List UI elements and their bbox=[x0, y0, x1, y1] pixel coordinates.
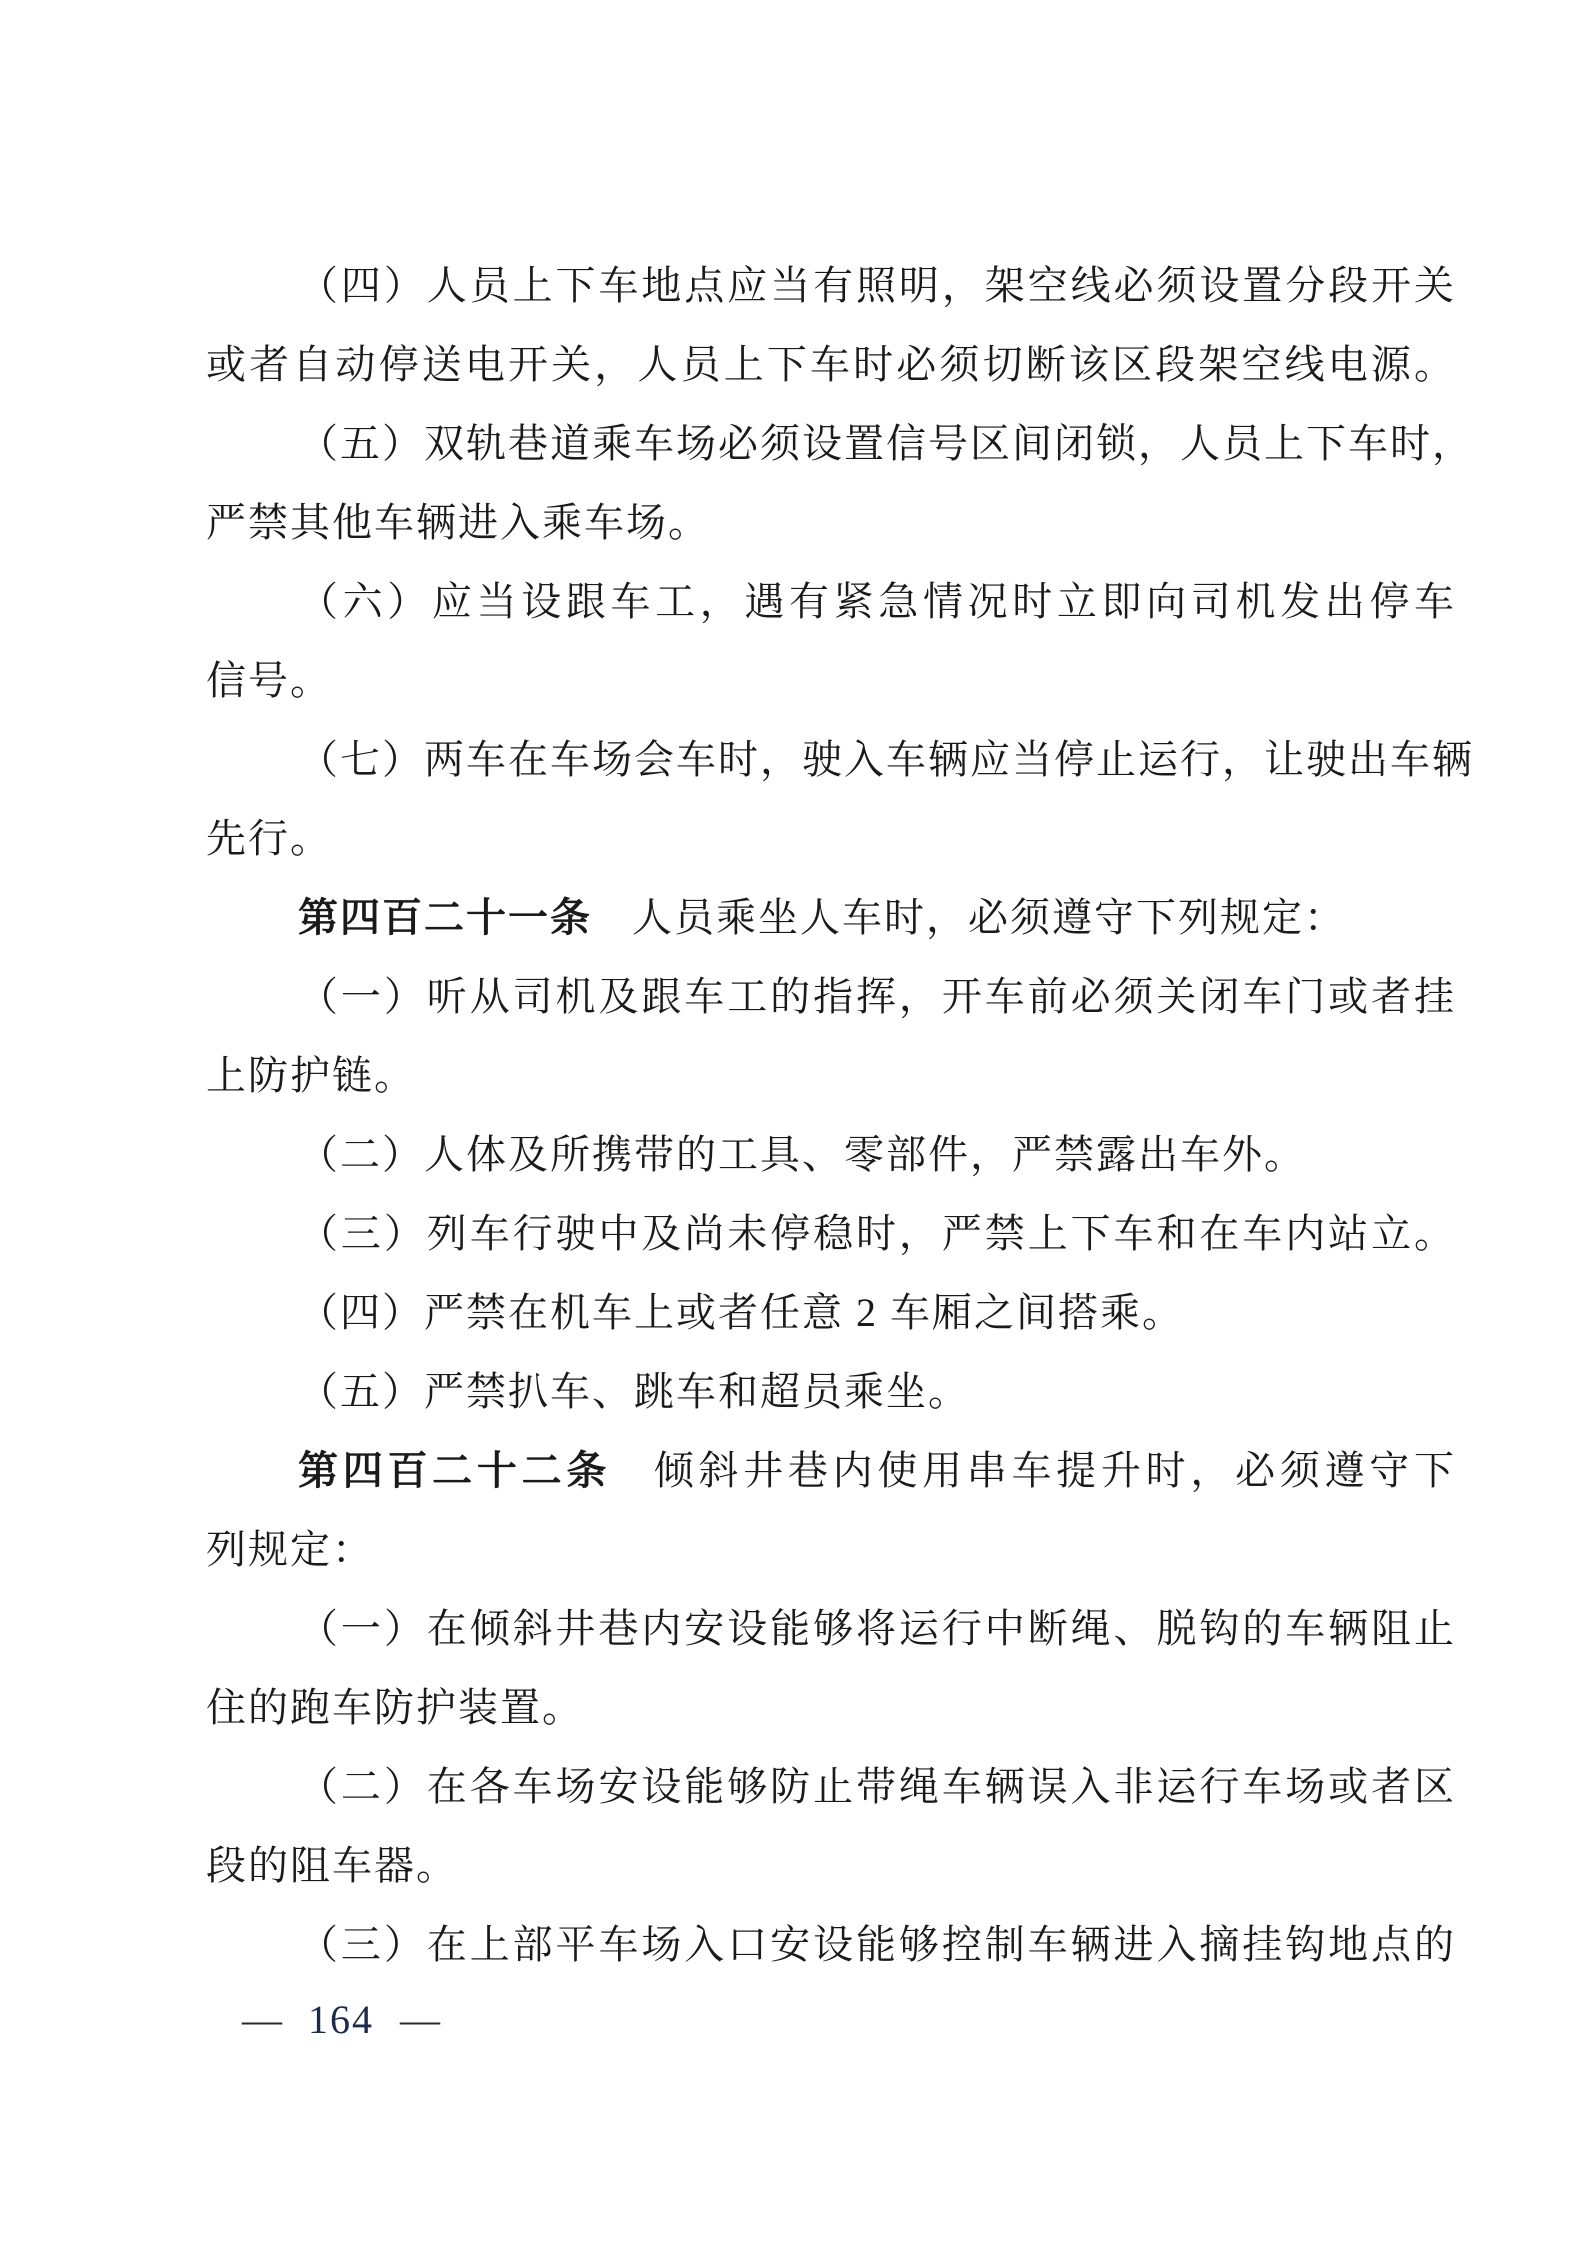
footer-dash-left: — bbox=[242, 1997, 282, 2042]
text-line bbox=[206, 1352, 1456, 1431]
line-text: 或者自动停送电开关，人员上下车时必须切断该区段架空线电源。 bbox=[206, 342, 1456, 387]
text-line bbox=[206, 483, 1456, 562]
line-text: 倾斜井巷内使用串车提升时，必须遵守下 bbox=[651, 1448, 1457, 1493]
text-line bbox=[206, 720, 1474, 799]
text-line bbox=[206, 957, 1456, 1036]
text-line bbox=[206, 1194, 1456, 1273]
text-line bbox=[206, 1668, 1456, 1747]
line-text: （三）列车行驶中及尚未停稳时，严禁上下车和在车内站立。 bbox=[298, 1211, 1456, 1256]
line-text: 严禁其他车辆进入乘车场。 bbox=[206, 500, 710, 545]
line-text: 人员乘坐人车时，必须遵守下列规定： bbox=[632, 895, 1346, 940]
text-line bbox=[206, 878, 1456, 957]
article-number: 第四百二十二条 bbox=[298, 1448, 612, 1493]
line-text: （七）两车在车场会车时，驶入车辆应当停止运行，让驶出车辆 bbox=[298, 737, 1474, 782]
text-line bbox=[206, 1510, 1456, 1589]
footer-dash-right: — bbox=[400, 1997, 440, 2042]
text-line bbox=[206, 641, 1456, 720]
line-text: （四）人员上下车地点应当有照明，架空线必须设置分段开关 bbox=[298, 263, 1456, 308]
line-text: （五）严禁扒车、跳车和超员乘坐。 bbox=[298, 1369, 970, 1414]
text-line bbox=[206, 562, 1456, 641]
line-text: 列规定： bbox=[206, 1527, 374, 1572]
line-text: （四）严禁在机车上或者任意 2 车厢之间搭乘。 bbox=[298, 1290, 1184, 1335]
text-line bbox=[206, 1273, 1456, 1352]
text-line bbox=[206, 1115, 1456, 1194]
page-number: 164 bbox=[308, 1997, 374, 2042]
line-text: 住的跑车防护装置。 bbox=[206, 1685, 584, 1730]
text-line bbox=[206, 1826, 1456, 1905]
text-line bbox=[206, 799, 1456, 878]
text-line bbox=[206, 1747, 1456, 1826]
text-block bbox=[206, 246, 1474, 1984]
text-line bbox=[206, 404, 1474, 483]
line-text: 信号。 bbox=[206, 658, 332, 703]
text-line bbox=[206, 1589, 1456, 1668]
line-text: 段的阻车器。 bbox=[206, 1843, 458, 1888]
text-line bbox=[206, 1431, 1456, 1510]
text-line bbox=[206, 1036, 1456, 1115]
line-text: （二）在各车场安设能够防止带绳车辆误入非运行车场或者区 bbox=[298, 1764, 1456, 1809]
text-line bbox=[206, 1905, 1456, 1984]
line-text: （五）双轨巷道乘车场必须设置信号区间闭锁，人员上下车时， bbox=[298, 421, 1474, 466]
line-text: （一）在倾斜井巷内安设能够将运行中断绳、脱钩的车辆阻止 bbox=[298, 1606, 1456, 1651]
line-text: （二）人体及所携带的工具、零部件，严禁露出车外。 bbox=[298, 1132, 1306, 1177]
page-footer bbox=[242, 1992, 440, 2048]
line-text: 上防护链。 bbox=[206, 1053, 416, 1098]
article-number: 第四百二十一条 bbox=[298, 895, 592, 940]
line-text: 先行。 bbox=[206, 816, 332, 861]
text-line bbox=[206, 246, 1456, 325]
text-line bbox=[206, 325, 1456, 404]
line-text: （六）应当设跟车工，遇有紧急情况时立即向司机发出停车 bbox=[298, 579, 1456, 624]
line-text: （三）在上部平车场入口安设能够控制车辆进入摘挂钩地点的 bbox=[298, 1922, 1456, 1967]
line-text: （一）听从司机及跟车工的指挥，开车前必须关闭车门或者挂 bbox=[298, 974, 1456, 1019]
